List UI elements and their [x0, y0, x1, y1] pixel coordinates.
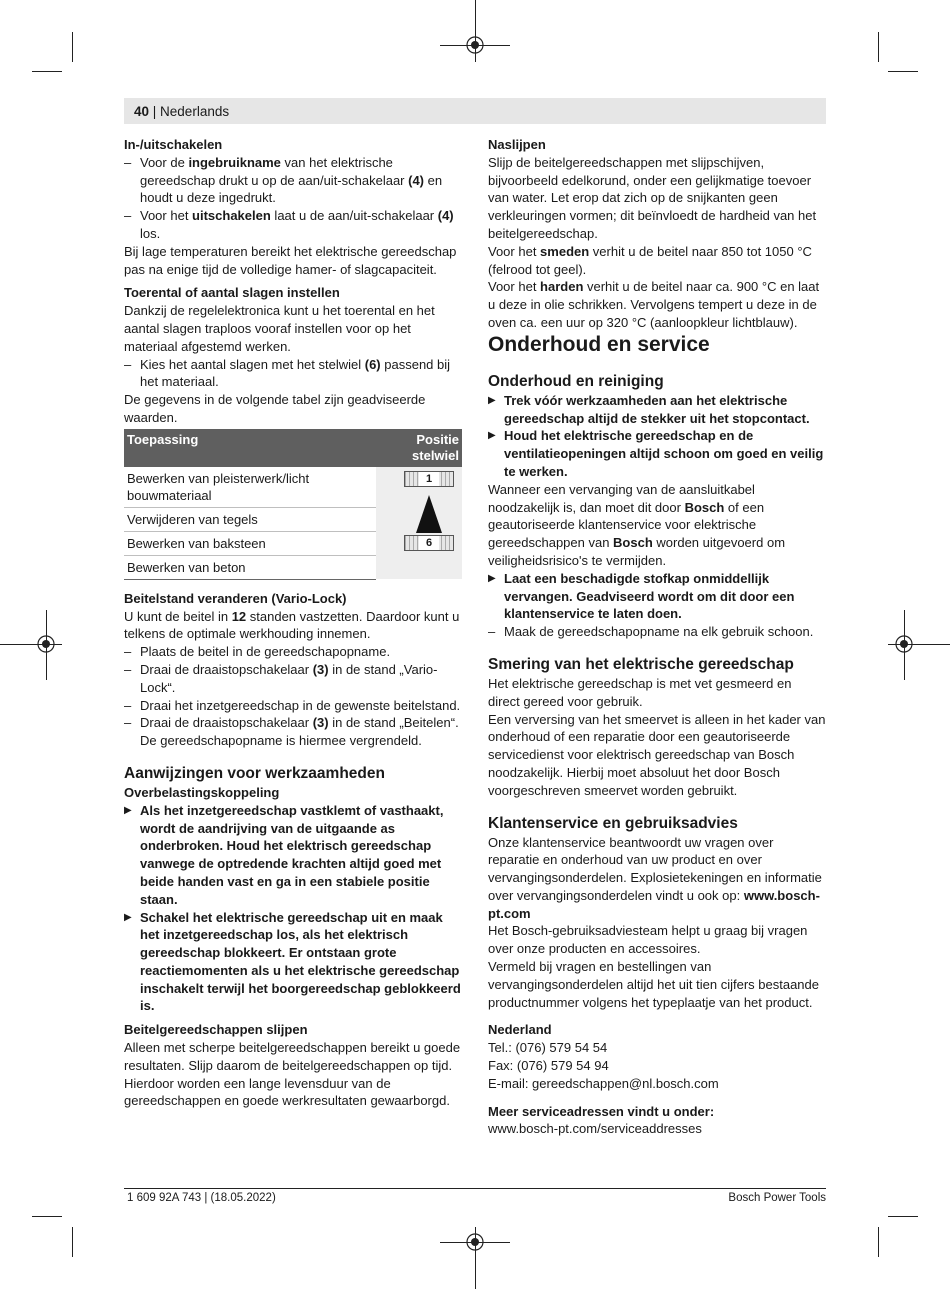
table-cell: Bewerken van beton [124, 555, 376, 579]
section-title: In-/uitschakelen [124, 137, 223, 152]
left-column [124, 136, 462, 1110]
fax-number: Fax: (076) 579 54 94 [488, 1058, 609, 1074]
warning-item: ▶ Laat een beschadigde stofkap onmiddellijk vervangen. Geadviseerd wordt om dit door een klantenservice te laten doen. [488, 570, 795, 622]
triangle-bullet-icon: ▶ [488, 394, 496, 406]
header-band [124, 98, 826, 124]
warning-item: ▶ Trek vóór werkzaamheden aan het elektrische gereedschap altijd de stekker uit het stopcontact. [488, 392, 810, 426]
thumbwheel-icon [404, 535, 454, 551]
subsection-title: Klantenservice en gebruiksadvies [488, 814, 738, 832]
crop-mark [32, 71, 62, 72]
section-title: Meer serviceadressen vindt u onder: [488, 1103, 715, 1119]
footer-divider [124, 1188, 826, 1189]
section-title: Naslijpen [488, 137, 546, 152]
settings-table [124, 429, 462, 580]
list-item: – Draai het inzetgereedschap in de gewenste beitelstand. [124, 697, 461, 713]
email-address[interactable]: E-mail: gereedschappen@nl.bosch.com [488, 1075, 719, 1091]
paragraph: Onze klantenservice beantwoordt uw vragen over reparatie en onderhoud van uw product en over vervangingsonderdelen. Explosietekeningen en informatie over vervangingsonderdelen vindt u ook op: www.bosch-pt.com [488, 834, 822, 921]
paragraph: Dankzij de regelelektronica kunt u het toerental en het aantal slagen traploos vooraf instellen voor op het materiaal afgestemd werken. [124, 303, 435, 354]
crop-mark [72, 32, 73, 62]
warning-item: ▶ Schakel het elektrische gereedschap uit en maak het inzetgereedschap los, als het elektrisch gereedschap blokkeert. Er ontstaan grote reactiemomenten als u het elektrische gereedschap inschakelt terwijl het boorgereedschap geblokkeerd is. [124, 909, 461, 1014]
right-column [488, 136, 826, 1138]
country-title: Nederland [488, 1022, 552, 1038]
paragraph: Voor het harden verhit u de beitel naar ca. 900 °C en laat u deze in olie schrikken. Vervolgens tempert u deze in de oven ca. een uur op 320 °C (aanloopkleur lichtblauw). [488, 279, 820, 330]
paragraph: De gegevens in de volgende tabel zijn geadviseerde waarden. [124, 392, 426, 425]
crop-mark [32, 1216, 62, 1217]
list-item: – Plaats de beitel in de gereedschapopname. [124, 644, 391, 660]
paragraph: U kunt de beitel in 12 standen vastzetten. Daardoor kunt u telkens de optimale werkhouding innemen. [124, 608, 460, 642]
chapter-title: Onderhoud en service [488, 332, 710, 356]
paragraph: Vermeld bij vragen en bestellingen van vervangingsonderdelen altijd het uit tien cijfers bestaande productnummer volgens het typeplaatje van het product. [488, 959, 819, 1010]
crop-mark [878, 32, 879, 62]
warning-item: ▶ Houd het elektrische gereedschap en de ventilatieopeningen altijd schoon om goed en veilig te werken. [488, 428, 824, 479]
triangle-bullet-icon: ▶ [124, 804, 132, 816]
section-title: Overbelastingskoppeling [124, 784, 280, 800]
crop-mark [888, 71, 918, 72]
list-item: – Voor het uitschakelen laat u de aan/uit-schakelaar (4) los. [124, 208, 454, 241]
paragraph: Bij lage temperaturen bereikt het elektrische gereedschap pas na enige tijd de volledige hamer- of slagcapaciteit. [124, 243, 457, 277]
page-header: 40 | Nederlands [134, 104, 230, 119]
section-title: Beitelstand veranderen (Vario-Lock) [124, 590, 347, 606]
section-title: Toerental of aantal slagen instellen [124, 285, 340, 301]
registration-target-icon [466, 36, 484, 54]
paragraph: Een verversing van het smeervet is alleen in het kader van onderhoud of een reparatie door een geautoriseerde servicedienst voor elektrisch gereedschap van Bosch noodzakelijk. Hierbij moet absoluut het door Bosch voorgeschreven smeervet worden gebruikt. [488, 711, 826, 798]
table-header: Toepassing [124, 429, 376, 467]
list-item: – Draai de draaistopschakelaar (3) in de stand „Vario-Lock“. [124, 661, 438, 695]
website-link[interactable]: www.bosch-pt.com [488, 887, 820, 921]
wheel-position-label: 6 [419, 536, 439, 550]
subsection-title: Onderhoud en reiniging [488, 372, 664, 390]
footer-doc-number: 1 609 92A 743 | (18.05.2022) [127, 1192, 276, 1204]
table-cell: Bewerken van baksteen [124, 531, 376, 555]
registration-target-icon [895, 635, 913, 653]
paragraph: Alleen met scherpe beitelgereedschappen bereikt u goede resultaten. Slijp daarom de beitelgereedschappen op tijd. Hierdoor worden een lange levensduur van de gereedschappen en goede werkresultaten gewaarborgd. [124, 1040, 461, 1109]
paragraph: Slijp de beitelgereedschappen met slijpschijven, bijvoorbeeld edelkorund, onder een gelijkmatige toevoer van water. Let erop dat zich op de snijkanten geen verkleuringen vormen; dit beïnvloedt de hardheid van het beitelgereedschap. [488, 154, 817, 241]
thumbwheel-icon [404, 471, 454, 487]
list-item: – Kies het aantal slagen met het stelwiel (6) passend bij het materiaal. [124, 356, 451, 390]
table-cell: Verwijderen van tegels [124, 507, 376, 531]
crop-mark [888, 1216, 918, 1217]
service-addresses-link[interactable]: www.bosch-pt.com/serviceaddresses [488, 1121, 702, 1137]
paragraph: Het elektrische gereedschap is met vet gesmeerd en direct gereed voor gebruik. [488, 675, 792, 709]
table-row [124, 467, 462, 508]
footer-brand: Bosch Power Tools [728, 1192, 826, 1204]
subsection-title: Aanwijzingen voor werkzaamheden [124, 764, 385, 782]
crop-mark [878, 1227, 879, 1257]
thumbwheel-graphic [376, 467, 462, 580]
crop-mark [72, 1227, 73, 1257]
table-header: Positie stelwiel [376, 429, 462, 467]
increase-triangle-icon [416, 495, 442, 533]
page-number: 40 [134, 104, 150, 119]
table-cell: Bewerken van pleisterwerk/licht bouwmateriaal [124, 467, 376, 508]
header-language: Nederlands [160, 104, 230, 119]
paragraph: Het Bosch-gebruiksadviesteam helpt u graag bij vragen over onze producten en accessoires. [488, 923, 808, 957]
registration-target-icon [37, 635, 55, 653]
registration-target-icon [466, 1233, 484, 1251]
triangle-bullet-icon: ▶ [124, 911, 132, 923]
phone-number: Tel.: (076) 579 54 54 [488, 1040, 608, 1056]
wheel-position-label: 1 [419, 472, 439, 486]
list-item: – Maak de gereedschapopname na elk gebruik schoon. [488, 624, 814, 640]
paragraph: Wanneer een vervanging van de aansluitkabel noodzakelijk is, dan moet dit door Bosch of een geautoriseerde klantenservice voor elektrische gereedschappen van Bosch worden uitgevoerd om veiligheidsrisico's te vermijden. [488, 481, 786, 568]
triangle-bullet-icon: ▶ [488, 572, 496, 584]
paragraph: Voor het smeden verhit u de beitel naar 850 tot 1050 °C (felrood tot geel). [488, 243, 812, 277]
warning-item: ▶ Als het inzetgereedschap vastklemt of vasthaakt, wordt de aandrijving van de uitgaande as onderbroken. Houd het elektrisch gereedschap vanwege de optredende krachten altijd goed met beide handen vast en ga in een stabiele positie staan. [124, 802, 444, 907]
section-title: Beitelgereedschappen slijpen [124, 1022, 308, 1038]
list-item: – Draai de draaistopschakelaar (3) in de stand „Beitelen“. De gereedschapopname is hiermee vergrendeld. [124, 715, 459, 749]
list-item: – Voor de ingebruikname van het elektrische gereedschap drukt u op de aan/uit-schakelaar (4) en houdt u deze ingedrukt. [124, 154, 443, 206]
triangle-bullet-icon: ▶ [488, 430, 496, 442]
subsection-title: Smering van het elektrische gereedschap [488, 655, 794, 673]
